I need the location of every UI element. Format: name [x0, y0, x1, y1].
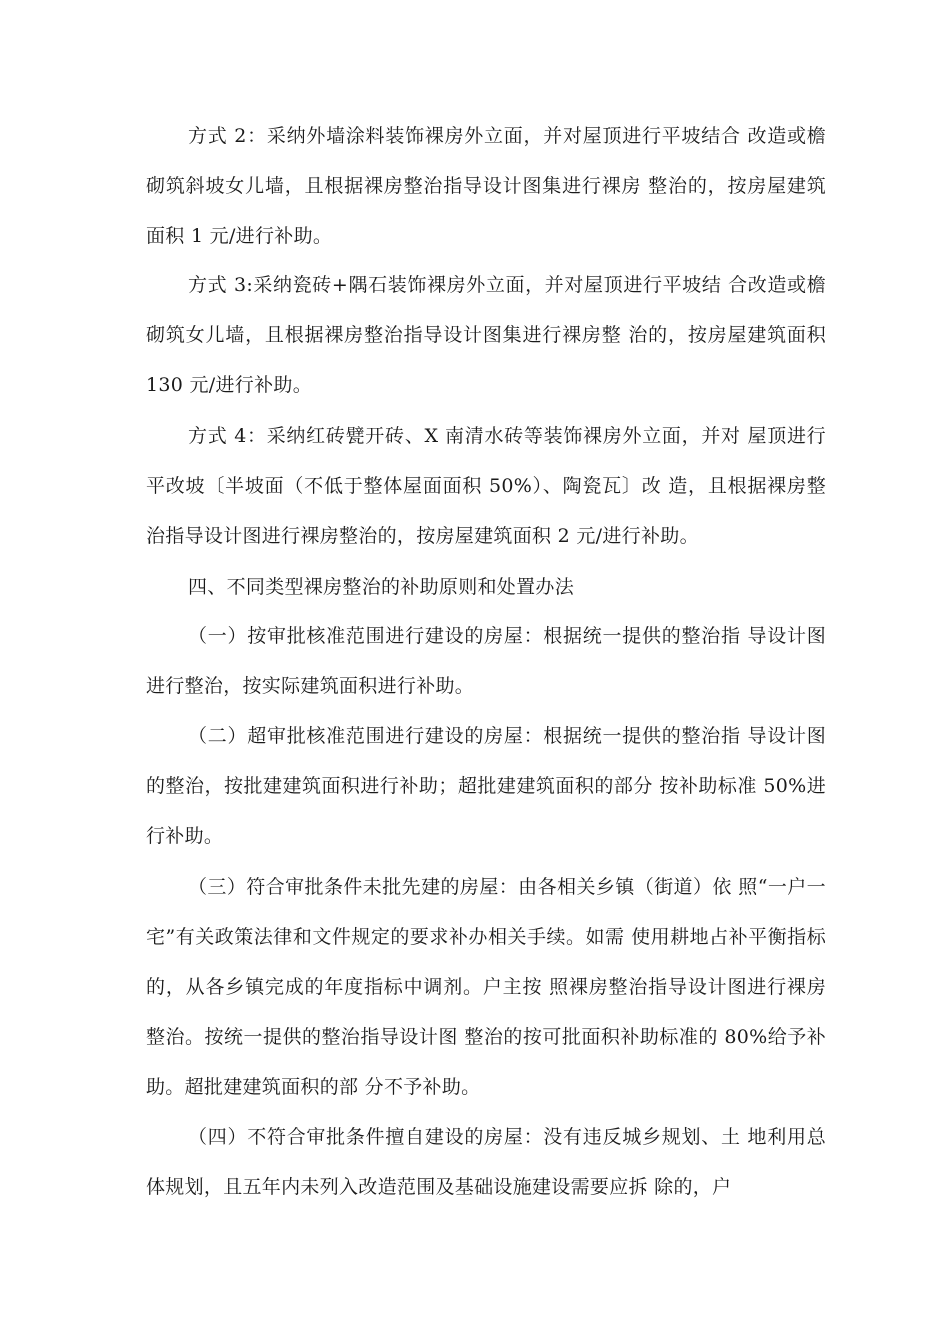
paragraph-method-4: 方式 4：采纳红砖甓开砖、X 南清水砖等装饰裸房外立面，并对 屋顶进行平改坡〔半坡面（不低于整体屋面面积 50%）、陶瓷瓦〕改 造，且根据裸房整治指导设计图进行裸房整治的，按房屋建筑面积 2 元/进行补助。 [146, 425, 826, 547]
paragraph-method-2: 方式 2：采纳外墙涂料装饰裸房外立面，并对屋顶进行平坡结合 改造或檐砌筑斜坡女儿墙，且根据裸房整治指导设计图集进行裸房 整治的，按房屋建筑面积 1 元/进行补助。 [146, 125, 826, 247]
paragraph-method-3: 方式 3:采纳瓷砖+隅石装饰裸房外立面，并对屋顶进行平坡结 合改造或檐砌筑女儿墙，且根据裸房整治指导设计图集进行裸房整 治的，按房屋建筑面积 130 元/进行补助。 [146, 274, 826, 396]
paragraph-item-4: （四）不符合审批条件擅自建设的房屋：没有违反城乡规划、土 地利用总体规划，且五年内未列入改造范围及基础设施建设需要应拆 除的，户 [146, 1126, 826, 1198]
paragraph-item-2: （二）超审批核准范围进行建设的房屋：根据统一提供的整治指 导设计图的整治，按批建建筑面积进行补助；超批建建筑面积的部分 按补助标准 50%进行补助。 [146, 725, 826, 847]
paragraph-item-1: （一）按审批核准范围进行建设的房屋：根据统一提供的整治指 导设计图进行整治，按实际建筑面积进行补助。 [146, 625, 826, 697]
paragraph-item-3: （三）符合审批条件未批先建的房屋：由各相关乡镇（街道）依 照“一户一宅”有关政策法律和文件规定的要求补办相关手续。如需 使用耕地占补平衡指标的，从各乡镇完成的年度指标中调剂。户主按 照裸房整治指导设计图进行裸房整治。按统一提供的整治指导设计图 整治的按可批面积补助标准的 80%给予补助。超批建建筑面积的部 分不予补助。 [146, 876, 826, 1098]
section-heading-4: 四、不同类型裸房整治的补助原则和处置办法 [188, 576, 575, 598]
